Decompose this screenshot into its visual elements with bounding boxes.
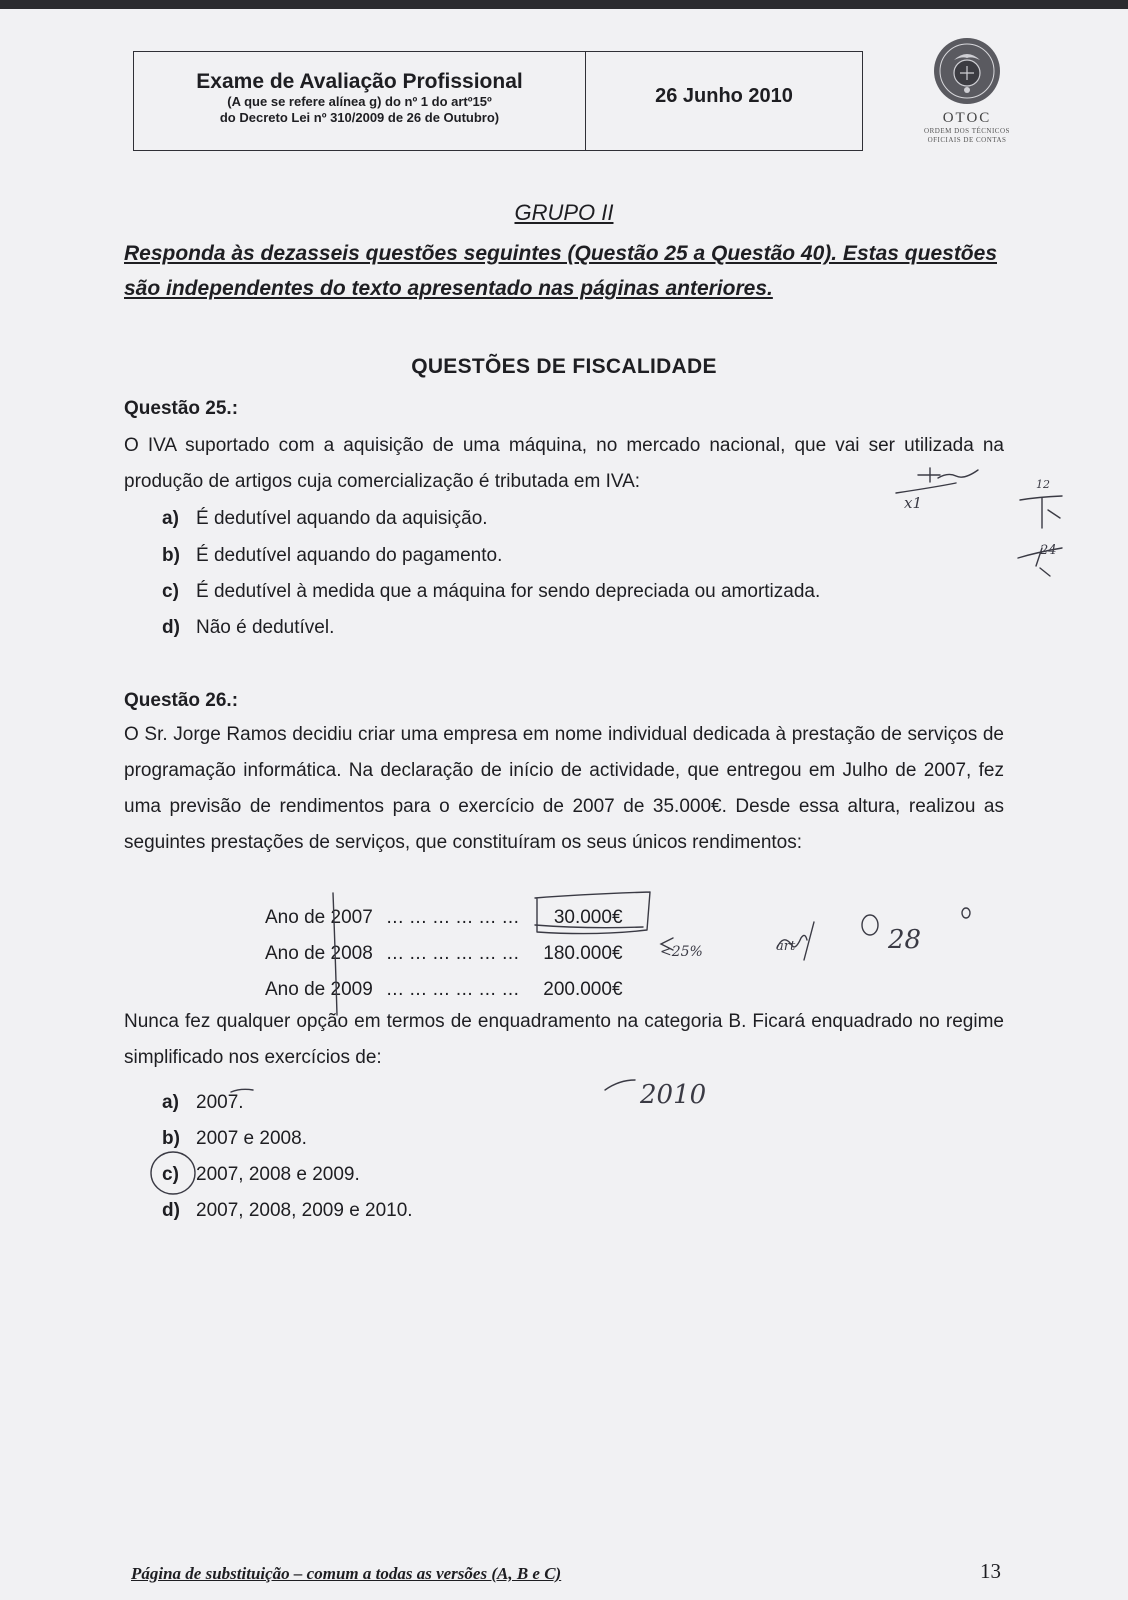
note-q25-side1: 12	[1036, 478, 1050, 491]
option-key: a)	[162, 1092, 179, 1113]
exam-header-title-cell	[134, 52, 586, 150]
q25-label: Questão 25.:	[124, 398, 239, 419]
year-label: Ano de	[265, 943, 326, 964]
otoc-name: OTOC	[942, 110, 992, 126]
q26-option-c	[162, 1163, 360, 1187]
year: 2007	[330, 907, 373, 928]
note-art: art	[776, 939, 796, 954]
otoc-seal-icon	[932, 36, 1002, 106]
leader-dots: ... ... ... ... ... ...	[386, 943, 520, 964]
year-value: 180.000€	[543, 943, 623, 964]
option-text: É dedutível aquando do pagamento.	[196, 545, 503, 566]
instructions: Responda às dezasseis questões seguintes (Questão 25 a Questão 40). Estas questões são independentes do texto apresentado nas páginas anteriores.	[124, 242, 997, 300]
note-2010: 2010	[640, 1080, 707, 1110]
exam-subtitle-line2: do Decreto Lei nº 310/2009 de 26 de Outubro)	[219, 110, 500, 125]
year-label: Ano de	[265, 907, 326, 928]
option-text: 2007, 2008, 2009 e 2010.	[196, 1200, 413, 1221]
exam-date: 26 Junho 2010	[655, 84, 793, 107]
option-text: É dedutível à medida que a máquina for sendo depreciada ou amortizada.	[196, 581, 821, 602]
otoc-line2: OFICIAIS DE CONTAS	[927, 136, 1007, 144]
q25-option-d	[162, 616, 334, 640]
q25-option-b	[162, 544, 502, 568]
option-key: c)	[162, 1164, 179, 1185]
exam-subtitle-line1: (A que se refere alínea g) do nº 1 do artº15º	[227, 94, 492, 109]
q26-label: Questão 26.:	[124, 690, 239, 711]
year: 2008	[330, 943, 373, 964]
year-label: Ano de	[265, 979, 326, 1000]
year-value: 200.000€	[543, 979, 623, 1000]
q26-text2: Nunca fez qualquer opção em termos de enquadramento na categoria B. Ficará enquadrado no regime simplificado nos exercícios de:	[124, 1011, 1004, 1068]
note-pct: <25%	[660, 944, 703, 960]
option-key: a)	[162, 508, 179, 529]
option-text: É dedutível aquando da aquisição.	[196, 508, 488, 529]
option-text: 2007.	[196, 1092, 244, 1113]
note-q25-x: x1	[904, 494, 923, 512]
year: 2009	[330, 979, 373, 1000]
option-key: b)	[162, 1128, 180, 1149]
q26-option-b	[162, 1127, 307, 1151]
q26-year-row	[265, 979, 623, 1001]
footer-note: Página de substituição – comum a todas as versões (A, B e C)	[131, 1564, 562, 1583]
q26-year-row	[265, 907, 623, 929]
option-key: d)	[162, 617, 180, 638]
q25-option-a	[162, 507, 488, 531]
otoc-line1: ORDEM DOS TÉCNICOS	[924, 127, 1010, 135]
grupo-heading: GRUPO II	[514, 200, 614, 225]
option-key: b)	[162, 545, 180, 566]
leader-dots: ... ... ... ... ... ...	[386, 907, 520, 928]
option-text: 2007, 2008 e 2009.	[196, 1164, 360, 1185]
exam-header-date-cell	[586, 52, 862, 150]
option-key: d)	[162, 1200, 180, 1221]
scan-top-edge	[0, 0, 1128, 9]
q26-text: O Sr. Jorge Ramos decidiu criar uma empresa em nome individual dedicada à prestação de serviços de programação informática. Na declaração de início de actividade, que entregou em Julho de 2007, fez uma previsão de rendimentos para o exercício de 2007 de 35.000€. Desde essa altura, realizou as seguintes prestações de serviços, que constituíram os seus únicos rendimentos:	[124, 724, 1004, 853]
page-number: 13	[980, 1559, 1001, 1583]
note-q25-side2: 24	[1040, 543, 1057, 558]
q25-text: O IVA suportado com a aquisição de uma máquina, no mercado nacional, que vai ser utilizada na produção de artigos cuja comercialização é tributada em IVA:	[124, 435, 1004, 492]
option-key: c)	[162, 581, 179, 602]
year-value: 30.000€	[553, 907, 623, 928]
section-title: QUESTÕES DE FISCALIDADE	[411, 355, 717, 378]
note-28: 28	[888, 925, 922, 955]
option-text: 2007 e 2008.	[196, 1128, 307, 1149]
q26-option-a	[162, 1091, 244, 1115]
exam-title: Exame de Avaliação Profissional	[196, 70, 523, 93]
otoc-logo	[912, 36, 1022, 145]
q26-option-d	[162, 1199, 413, 1223]
option-text: Não é dedutível.	[196, 617, 335, 638]
q25-option-c	[162, 580, 820, 604]
exam-header	[133, 51, 863, 151]
leader-dots: ... ... ... ... ... ...	[386, 979, 520, 1000]
q26-year-row	[265, 943, 623, 965]
